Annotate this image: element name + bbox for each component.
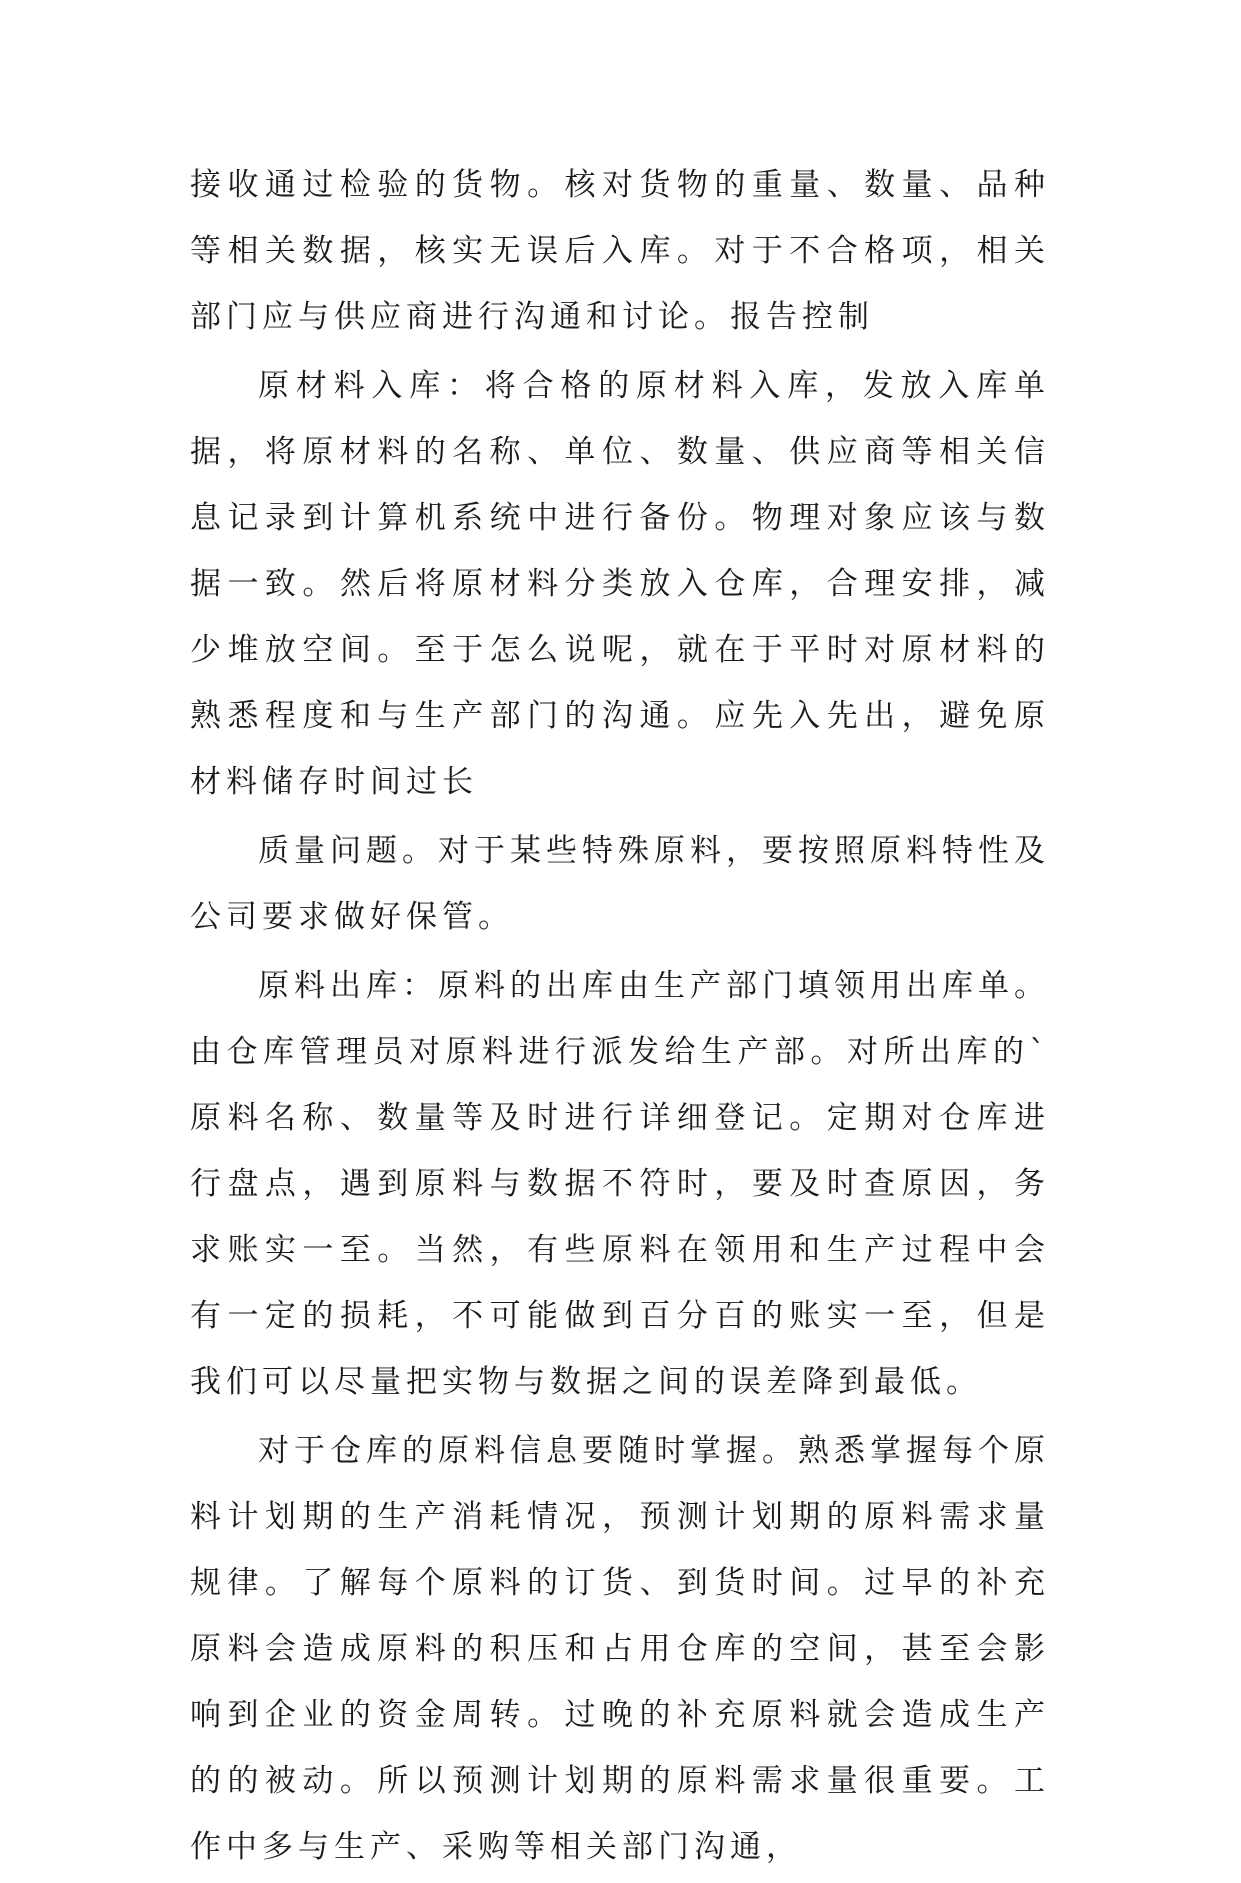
paragraph-inventory-information: 对于仓库的原料信息要随时掌握。熟悉掌握每个原料计划期的生产消耗情况，预测计划期的原料需求量规律。了解每个原料的订货、到货时间。过早的补充原料会造成原料的积压和占用仓库的空间，甚至会影响到企业的资金周转。过晚的补充原料就会造成生产的的被动。所以预测计划期的原料需求量很重要。工作中多与生产、采购等相关部门沟通， — [190, 1433, 1050, 1865]
paragraph-raw-material-outbound: 原料出库：原料的出库由生产部门填领用出库单。由仓库管理员对原料进行派发给生产部。对所出库的`原料名称、数量等及时进行详细登记。定期对仓库进行盘点，遇到原料与数据不符时，要及时查原因，务求账实一至。当然，有些原料在领用和生产过程中会有一定的损耗，不可能做到百分百的账实一至，但是我们可以尽量把实物与数据之间的误差降到最低。 — [190, 968, 1050, 1400]
paragraph-quality-issues: 质量问题。对于某些特殊原料，要按照原料特性及公司要求做好保管。 — [190, 833, 1050, 935]
document-body — [190, 152, 1050, 1883]
paragraph-raw-material-inbound: 原材料入库：将合格的原材料入库，发放入库单据，将原材料的名称、单位、数量、供应商等相关信息记录到计算机系统中进行备份。物理对象应该与数据一致。然后将原材料分类放入仓库，合理安排，减少堆放空间。至于怎么说呢，就在于平时对原材料的熟悉程度和与生产部门的沟通。应先入先出，避免原材料储存时间过长 — [190, 368, 1050, 800]
paragraph-receiving-inspection: 接收通过检验的货物。核对货物的重量、数量、品种等相关数据，核实无误后入库。对于不合格项，相关部门应与供应商进行沟通和讨论。报告控制 — [190, 167, 1050, 335]
